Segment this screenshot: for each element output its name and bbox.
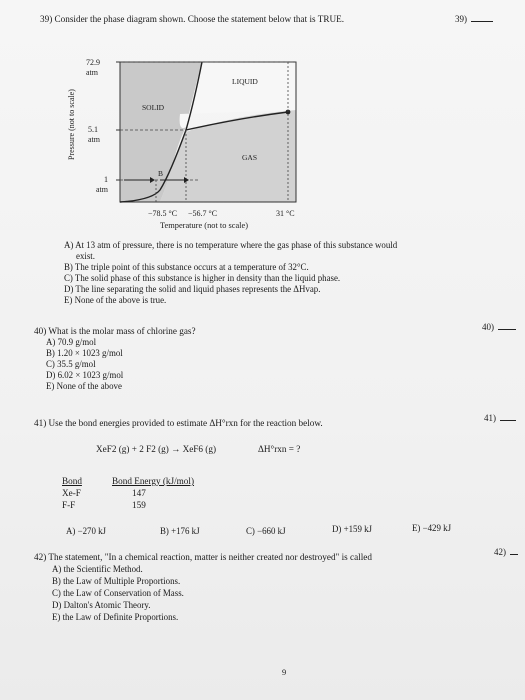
- label-liquid: LIQUID: [232, 77, 258, 86]
- label-point-b: B: [158, 169, 164, 178]
- q40-answer-blank[interactable]: [498, 329, 516, 330]
- ylabel-72-9-unit: atm: [86, 68, 98, 77]
- q39-option-a-cont: exist.: [76, 251, 95, 261]
- bond-header: Bond: [62, 476, 82, 486]
- q40-option-e[interactable]: E) None of the above: [46, 381, 122, 391]
- q39-option-e[interactable]: E) None of the above is true.: [64, 295, 167, 305]
- q42-answer-blank[interactable]: [510, 554, 518, 555]
- q39-stem: 39) Consider the phase diagram shown. Choose the statement below that is TRUE.: [40, 14, 344, 24]
- q39-number: 39): [455, 14, 467, 24]
- q39-option-a[interactable]: A) At 13 atm of pressure, there is no temperature where the gas phase of this substance would: [64, 240, 398, 250]
- q41-number: 41): [484, 413, 496, 423]
- q39-answer-slot: [455, 14, 493, 24]
- q40-number: 40): [482, 322, 494, 332]
- ylabel-5-1: 5.1: [88, 125, 98, 134]
- q41-choice-c[interactable]: C) −660 kJ: [246, 526, 286, 536]
- x-axis-title: Temperature (not to scale): [160, 221, 249, 230]
- page-number: 9: [282, 668, 287, 677]
- q41-choice-e[interactable]: E) −429 kJ: [412, 523, 452, 533]
- q41-stem: 41) Use the bond energies provided to estimate ΔH°rxn for the reaction below.: [34, 418, 323, 428]
- q42-option-a[interactable]: A) the Scientific Method.: [52, 564, 143, 574]
- q42-option-b[interactable]: B) the Law of Multiple Proportions.: [52, 576, 181, 586]
- ylabel-5-1-unit: atm: [88, 135, 100, 144]
- ylabel-1: 1: [104, 175, 108, 184]
- q42-option-e[interactable]: E) the Law of Definite Proportions.: [52, 612, 179, 622]
- q41-delta-h: ΔH°rxn = ?: [258, 444, 301, 454]
- q42-answer-slot: [494, 547, 518, 557]
- q40-answer-slot: [482, 322, 516, 332]
- label-solid: SOLID: [142, 103, 165, 112]
- q41-answer-slot: [484, 413, 516, 423]
- label-gas: GAS: [242, 153, 258, 162]
- q39-option-d[interactable]: D) The line separating the solid and liquid phases represents the ΔHvap.: [64, 284, 321, 294]
- q41-choice-d[interactable]: D) +159 kJ: [332, 524, 373, 534]
- q42-stem: 42) The statement, "In a chemical reaction, matter is neither created nor destroyed" is called: [34, 552, 372, 562]
- q40-stem: 40) What is the molar mass of chlorine gas?: [34, 326, 196, 336]
- q42-option-d[interactable]: D) Dalton's Atomic Theory.: [52, 600, 151, 610]
- q40-option-a[interactable]: A) 70.9 g/mol: [46, 337, 97, 347]
- q42-number: 42): [494, 547, 506, 557]
- q40-option-c[interactable]: C) 35.5 g/mol: [46, 359, 96, 369]
- q39-answer-blank[interactable]: [471, 21, 493, 22]
- q39-option-c[interactable]: C) The solid phase of this substance is higher in density than the liquid phase.: [64, 273, 341, 283]
- q40-option-d[interactable]: D) 6.02 × 1023 g/mol: [46, 370, 124, 380]
- bond-row-2-bond: F-F: [62, 500, 76, 510]
- bond-row-1-bond: Xe-F: [62, 488, 81, 498]
- q41-choice-b[interactable]: B) +176 kJ: [160, 526, 200, 536]
- phase-diagram: [60, 52, 330, 232]
- energy-header: Bond Energy (kJ/mol): [112, 476, 195, 486]
- q42-option-c[interactable]: C) the Law of Conservation of Mass.: [52, 588, 184, 598]
- q41-answer-blank[interactable]: [500, 420, 516, 421]
- ylabel-72-9: 72.9: [86, 58, 100, 67]
- y-axis-title: Pressure (not to scale): [67, 89, 76, 160]
- q39-option-b[interactable]: B) The triple point of this substance occurs at a temperature of 32°C.: [64, 262, 309, 272]
- bond-row-1-energy: 147: [132, 488, 146, 498]
- q41-reaction: XeF2 (g) + 2 F2 (g) → XeF6 (g): [96, 444, 217, 454]
- q40-option-b[interactable]: B) 1.20 × 1023 g/mol: [46, 348, 123, 358]
- ylabel-1-unit: atm: [96, 185, 108, 194]
- xlabel-t3: 31 °C: [276, 209, 295, 218]
- xlabel-t2: −56.7 °C: [188, 209, 218, 218]
- bond-row-2-energy: 159: [132, 500, 146, 510]
- xlabel-t1: −78.5 °C: [148, 209, 178, 218]
- q41-choice-a[interactable]: A) −270 kJ: [66, 526, 107, 536]
